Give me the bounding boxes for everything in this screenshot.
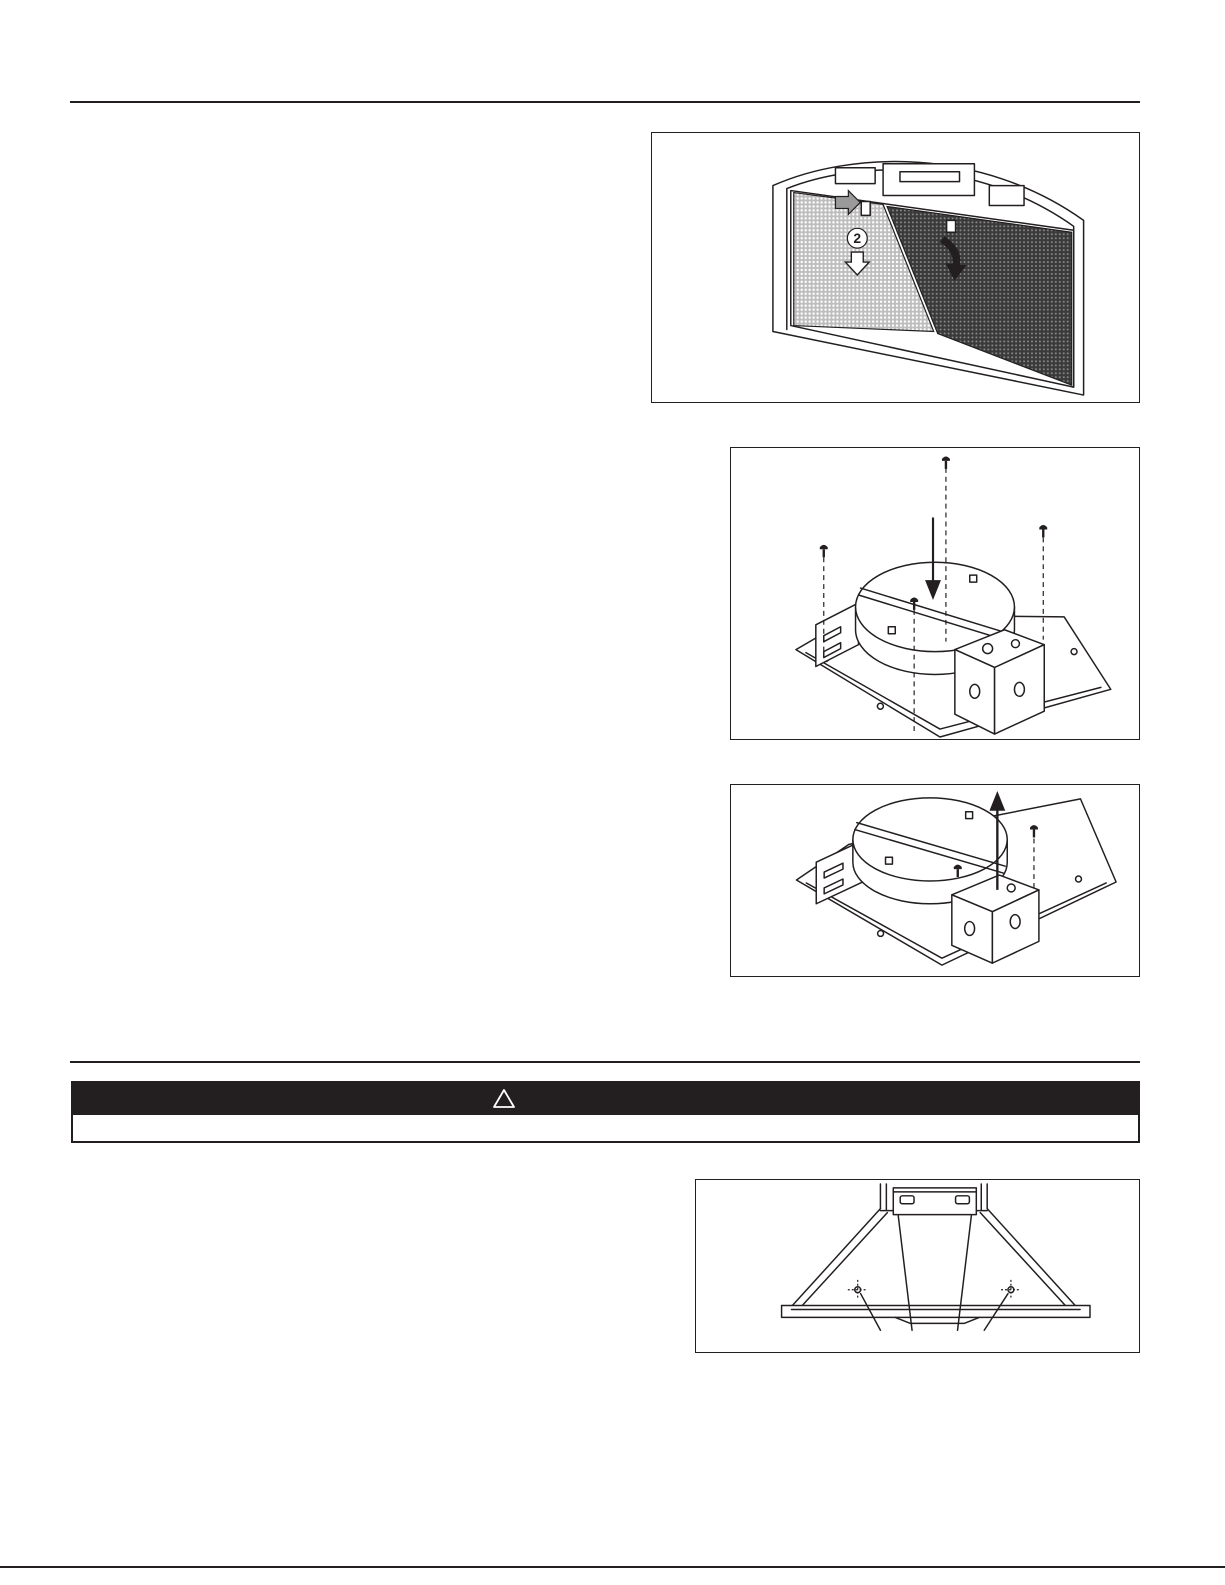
figure-hood-mounting [695, 1179, 1140, 1353]
hood-vent-slot-left [835, 168, 875, 184]
hood-side-right-inner [980, 1213, 1066, 1307]
section-rule-middle [70, 1061, 1140, 1063]
screw-icon [820, 545, 828, 557]
screw-icon [942, 456, 950, 468]
damper-install-illustration [731, 448, 1139, 739]
filter-latch-left [861, 201, 870, 215]
junction-box-removal-illustration [731, 785, 1139, 976]
warning-header [73, 1083, 1138, 1115]
hood-bottom-bar [782, 1306, 1090, 1318]
hood-control-housing [883, 164, 974, 196]
filter-latch-right [947, 220, 956, 232]
plate-hole [877, 703, 883, 709]
figure-filter-removal [651, 132, 1140, 403]
plate-hole [878, 930, 884, 936]
section-rule-top [70, 101, 1140, 103]
screw-icon [1039, 525, 1047, 537]
hood-side-left-inner [801, 1213, 887, 1307]
warning-banner [71, 1081, 1140, 1143]
damper-collar-top [853, 798, 1007, 881]
figure-damper-install [730, 447, 1140, 740]
hood-bottom-notch [895, 1317, 979, 1323]
mounting-hole-marker-left [848, 1280, 868, 1300]
page-footer-rule [0, 1566, 1225, 1568]
step-marker-number: 2 [853, 230, 862, 247]
hood-side-left [791, 1209, 880, 1307]
figure-junction-box-removal [730, 784, 1140, 977]
mounting-hole-marker-right [1001, 1280, 1021, 1300]
hood-side-right [987, 1209, 1076, 1307]
hood-vent-slot-right [989, 186, 1024, 206]
hood-mounting-illustration [696, 1180, 1139, 1352]
filter-removal-illustration [652, 133, 1139, 402]
warning-triangle-icon [492, 1088, 516, 1109]
